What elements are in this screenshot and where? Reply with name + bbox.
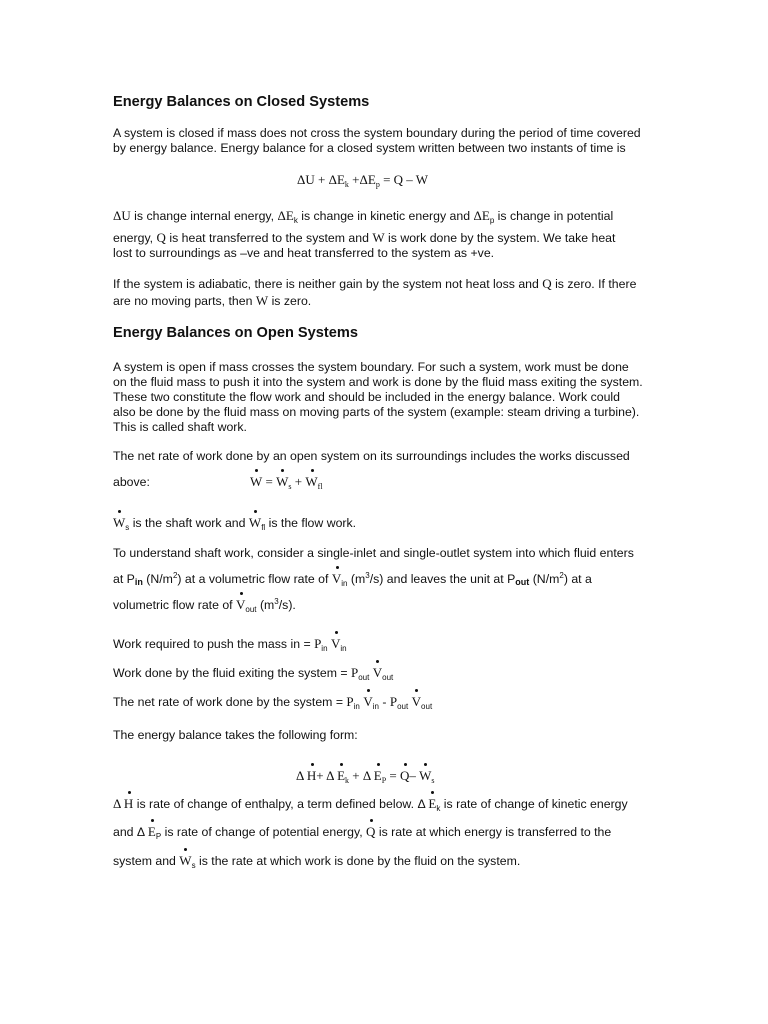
shaft-work-line-2: at Pin $(N/m^2)$ at a volumetric flow rate of $V_{in}$ $(m^3/s)$ and leaves the unit at Pout $(N/m^2)$ at a	[113, 571, 592, 588]
shaft-work-line-1: To understand shaft work, consider a single-inlet and single-outlet system into which fluid enters	[113, 546, 634, 560]
heading-closed-systems: Energy Balances on Closed Systems	[113, 94, 370, 110]
open-para-line-2: on the fluid mass to push it into the system and work is done by the fluid mass exiting the system.	[113, 375, 643, 389]
closed-definitions-line-1: ΔU is change internal energy, $\Delta E_k$ is change in kinetic energy and $\Delta E_p$ is change in potential	[113, 208, 614, 225]
closed-definitions-line-2: energy, Q is heat transferred to the system and W is work done by the system. We take heat	[113, 230, 616, 245]
open-energy-balance-equation: Δ H+ Δ $E_k + \Delta$ $E_P = Q-$ $W_s$	[296, 768, 435, 785]
open-para-line-4: also be done by the fluid mass on moving parts of the system (example: steam driving a turbine).	[113, 405, 640, 419]
exit-work-line: Work done by the fluid exiting the system = $P_{out}$ $V_{out}$	[113, 665, 394, 682]
adiabatic-line-1: If the system is adiabatic, there is neither gain by the system not heat loss and Q is zero. If there	[113, 276, 637, 291]
explanation-line-1: Δ H is rate of change of enthalpy, a term defined below. Δ $E_k$ is rate of change of kinetic energy	[113, 796, 628, 813]
closed-intro-line-1: A system is closed if mass does not cross the system boundary during the period of time covered	[113, 126, 641, 140]
closed-definitions-line-3: lost to surroundings as –ve and heat transferred to the system as +ve.	[113, 246, 495, 260]
rate-of-work-line-1: The net rate of work done by an open system on its surroundings includes the works discussed	[113, 449, 630, 463]
explanation-line-3: system and $W_s$ is the rate at which work is done by the fluid on the system.	[113, 853, 521, 870]
rate-of-work-line-2: above:	[113, 475, 150, 489]
heading-open-systems: Energy Balances on Open Systems	[113, 325, 358, 341]
explanation-line-2: and Δ $E_P$ is rate of change of potential energy, Q is rate at which energy is transferred to the	[113, 824, 612, 841]
net-work-line: The net rate of work done by the system = $P_{in}$ $V_{in} - P_{out}$ $V_{out}$	[113, 694, 433, 711]
shaft-work-line-3: volumetric flow rate of $V_{out}$ $(m^3/s)$.	[113, 597, 296, 614]
push-mass-in-line: Work required to push the mass in = $P_{in}$ $V_{in}$	[113, 636, 347, 653]
open-para-line-3: These two constitute the flow work and should be included in the energy balance. Work could	[113, 390, 620, 404]
shaft-and-flow-work-line: $W_s$ is the shaft work and $W_{fl}$ is the flow work.	[113, 515, 357, 532]
closed-energy-balance-equation: $\Delta U + \Delta E_k +\Delta E_p = Q - W$	[297, 172, 429, 189]
work-rate-equation: $W = W_s + W_{fl}$	[250, 474, 323, 491]
adiabatic-line-2: are no moving parts, then W is zero.	[113, 293, 312, 308]
energy-balance-form-line: The energy balance takes the following form:	[113, 728, 358, 742]
open-para-line-1: A system is open if mass crosses the system boundary. For such a system, work must be done	[113, 360, 629, 374]
open-para-line-5: This is called shaft work.	[113, 420, 247, 434]
closed-intro-line-2: by energy balance. Energy balance for a closed system written between two instants of time is	[113, 141, 626, 155]
